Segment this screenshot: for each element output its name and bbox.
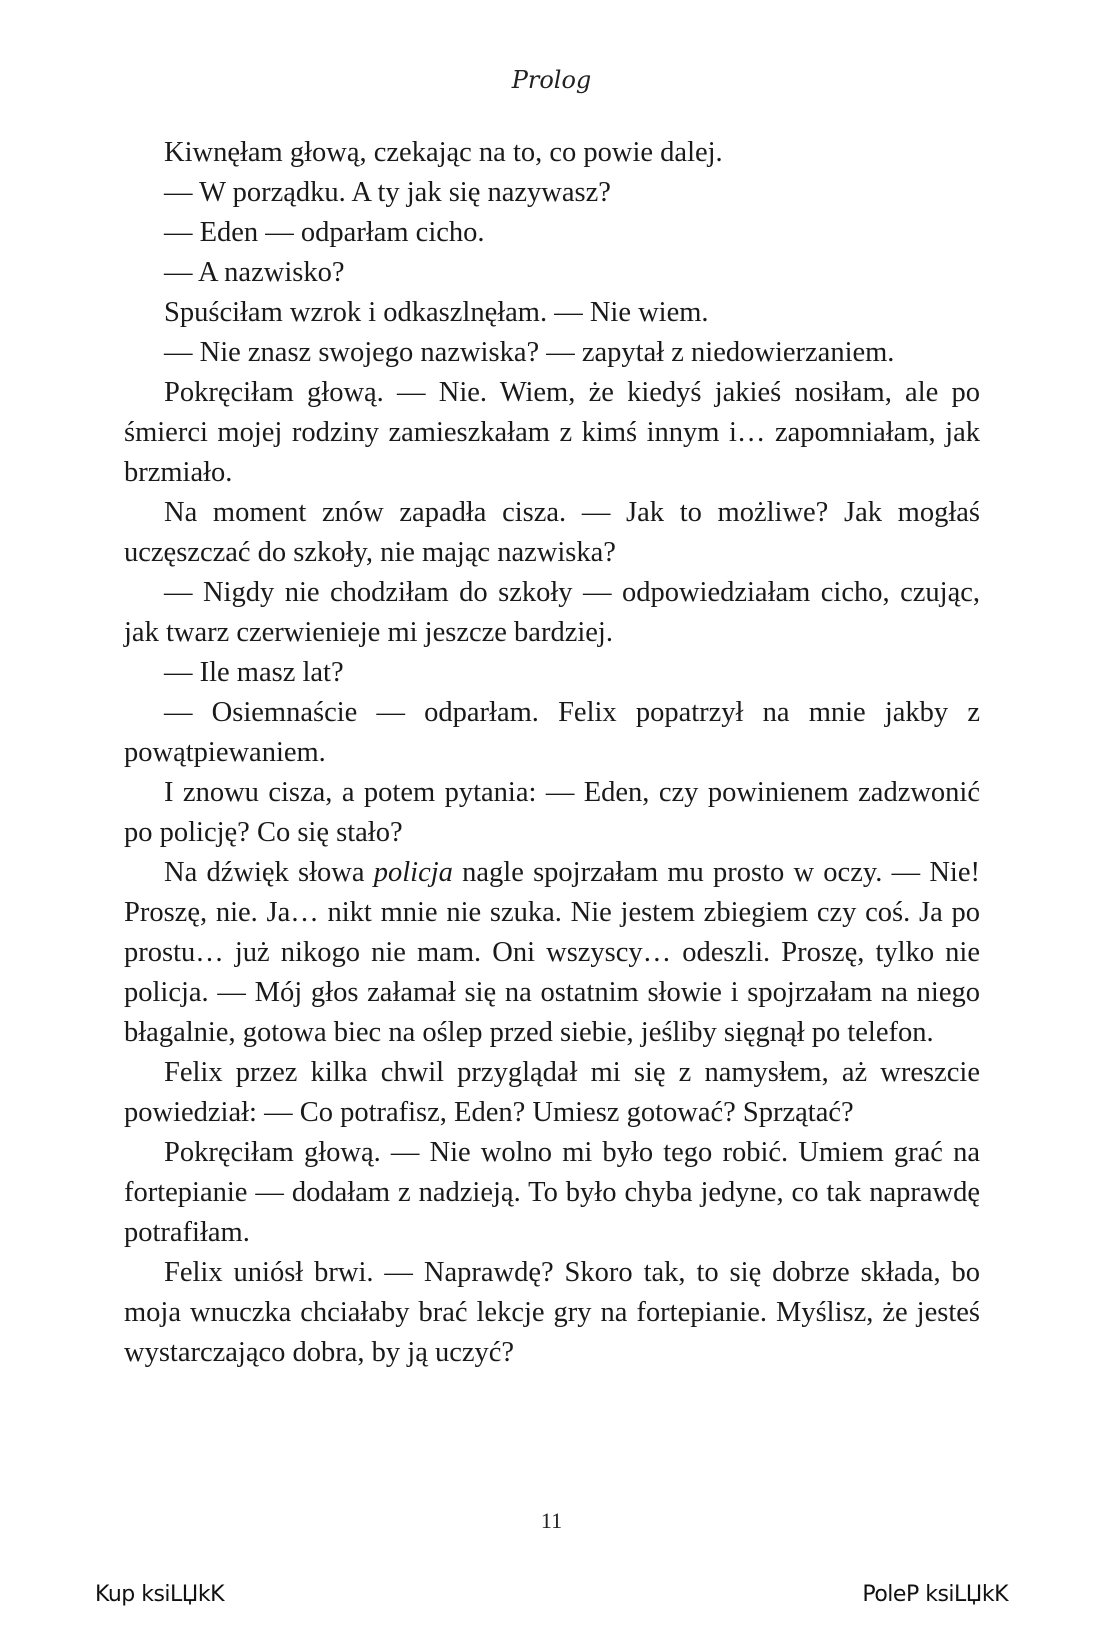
paragraph: I znowu cisza, a potem pytania: — Eden, czy powinienem zadzwonić po policję? Co się stało? — [124, 777, 980, 848]
paragraph — [124, 853, 980, 1053]
paragraph: — Nigdy nie chodziłam do szkoły — odpowiedziałam cicho, czując, jak twarz czerwienieje mi jeszcze bardziej. — [124, 577, 980, 648]
paragraph: — A nazwisko? — [164, 257, 345, 288]
page-number: 11 — [540, 1508, 563, 1533]
paragraph: Felix uniósł brwi. — Naprawdę? Skoro tak, to się dobrze składa, bo moja wnuczka chciałaby brać lekcje gry na fortepianie. Myślisz, że jesteś wystarczająco dobra, by ją uczyć? — [124, 1257, 980, 1368]
emphasized-word: policja — [373, 857, 453, 888]
paragraph: Pokręciłam głową. — Nie. Wiem, że kiedyś jakieś nosiłam, ale po śmierci mojej rodziny zamieszkałam z kimś innym i… zapomniałam, jak brzmiało. — [124, 377, 980, 488]
footer-recommend-link[interactable]: PoleP ksiLЏkK — [862, 1582, 1008, 1607]
paragraph: Kiwnęłam głową, czekając na to, co powie dalej. — [164, 137, 723, 168]
paragraph: — Ile masz lat? — [164, 657, 344, 688]
paragraph: — W porządku. A ty jak się nazywasz? — [164, 177, 611, 208]
paragraph-text-before: Na dźwięk słowa — [164, 857, 374, 888]
paragraph: Felix przez kilka chwil przyglądał mi się z namysłem, aż wreszcie powiedział: — Co potrafisz, Eden? Umiesz gotować? Sprzątać? — [124, 1057, 980, 1128]
paragraph: Na moment znów zapadła cisza. — Jak to możliwe? Jak mogłaś uczęszczać do szkoły, nie mając nazwiska? — [124, 497, 980, 568]
paragraph: Pokręciłam głową. — Nie wolno mi było tego robić. Umiem grać na fortepianie — dodałam z nadzieją. To było chyba jedyne, co tak naprawdę potrafiłam. — [124, 1137, 980, 1248]
running-head: Prolog — [511, 66, 592, 94]
paragraph: — Osiemnaście — odparłam. Felix popatrzył na mnie jakby z powątpiewaniem. — [124, 697, 980, 768]
body-text — [124, 133, 980, 1373]
footer-buy-link[interactable]: Kup ksiLЏkK — [95, 1582, 225, 1607]
paragraph: — Eden — odparłam cicho. — [164, 217, 485, 248]
paragraph-text-after: nagle spojrzałam mu prosto w oczy. — Nie! Proszę, nie. Ja… nikt mnie nie szuka. Nie jestem zbiegiem czy coś. Ja po prostu… już nikogo nie mam. Oni wszyscy… odeszli. Proszę, tylko nie policja. — Mój głos załamał się na ostatnim słowie i spojrzałam na niego błagalnie, gotowa biec na oślep przed siebie, jeśliby sięgnął po telefon. — [124, 857, 980, 1048]
paragraph: — Nie znasz swojego nazwiska? — zapytał z niedowierzaniem. — [164, 337, 895, 368]
paragraph: Spuściłam wzrok i odkaszlnęłam. — Nie wiem. — [164, 297, 709, 328]
